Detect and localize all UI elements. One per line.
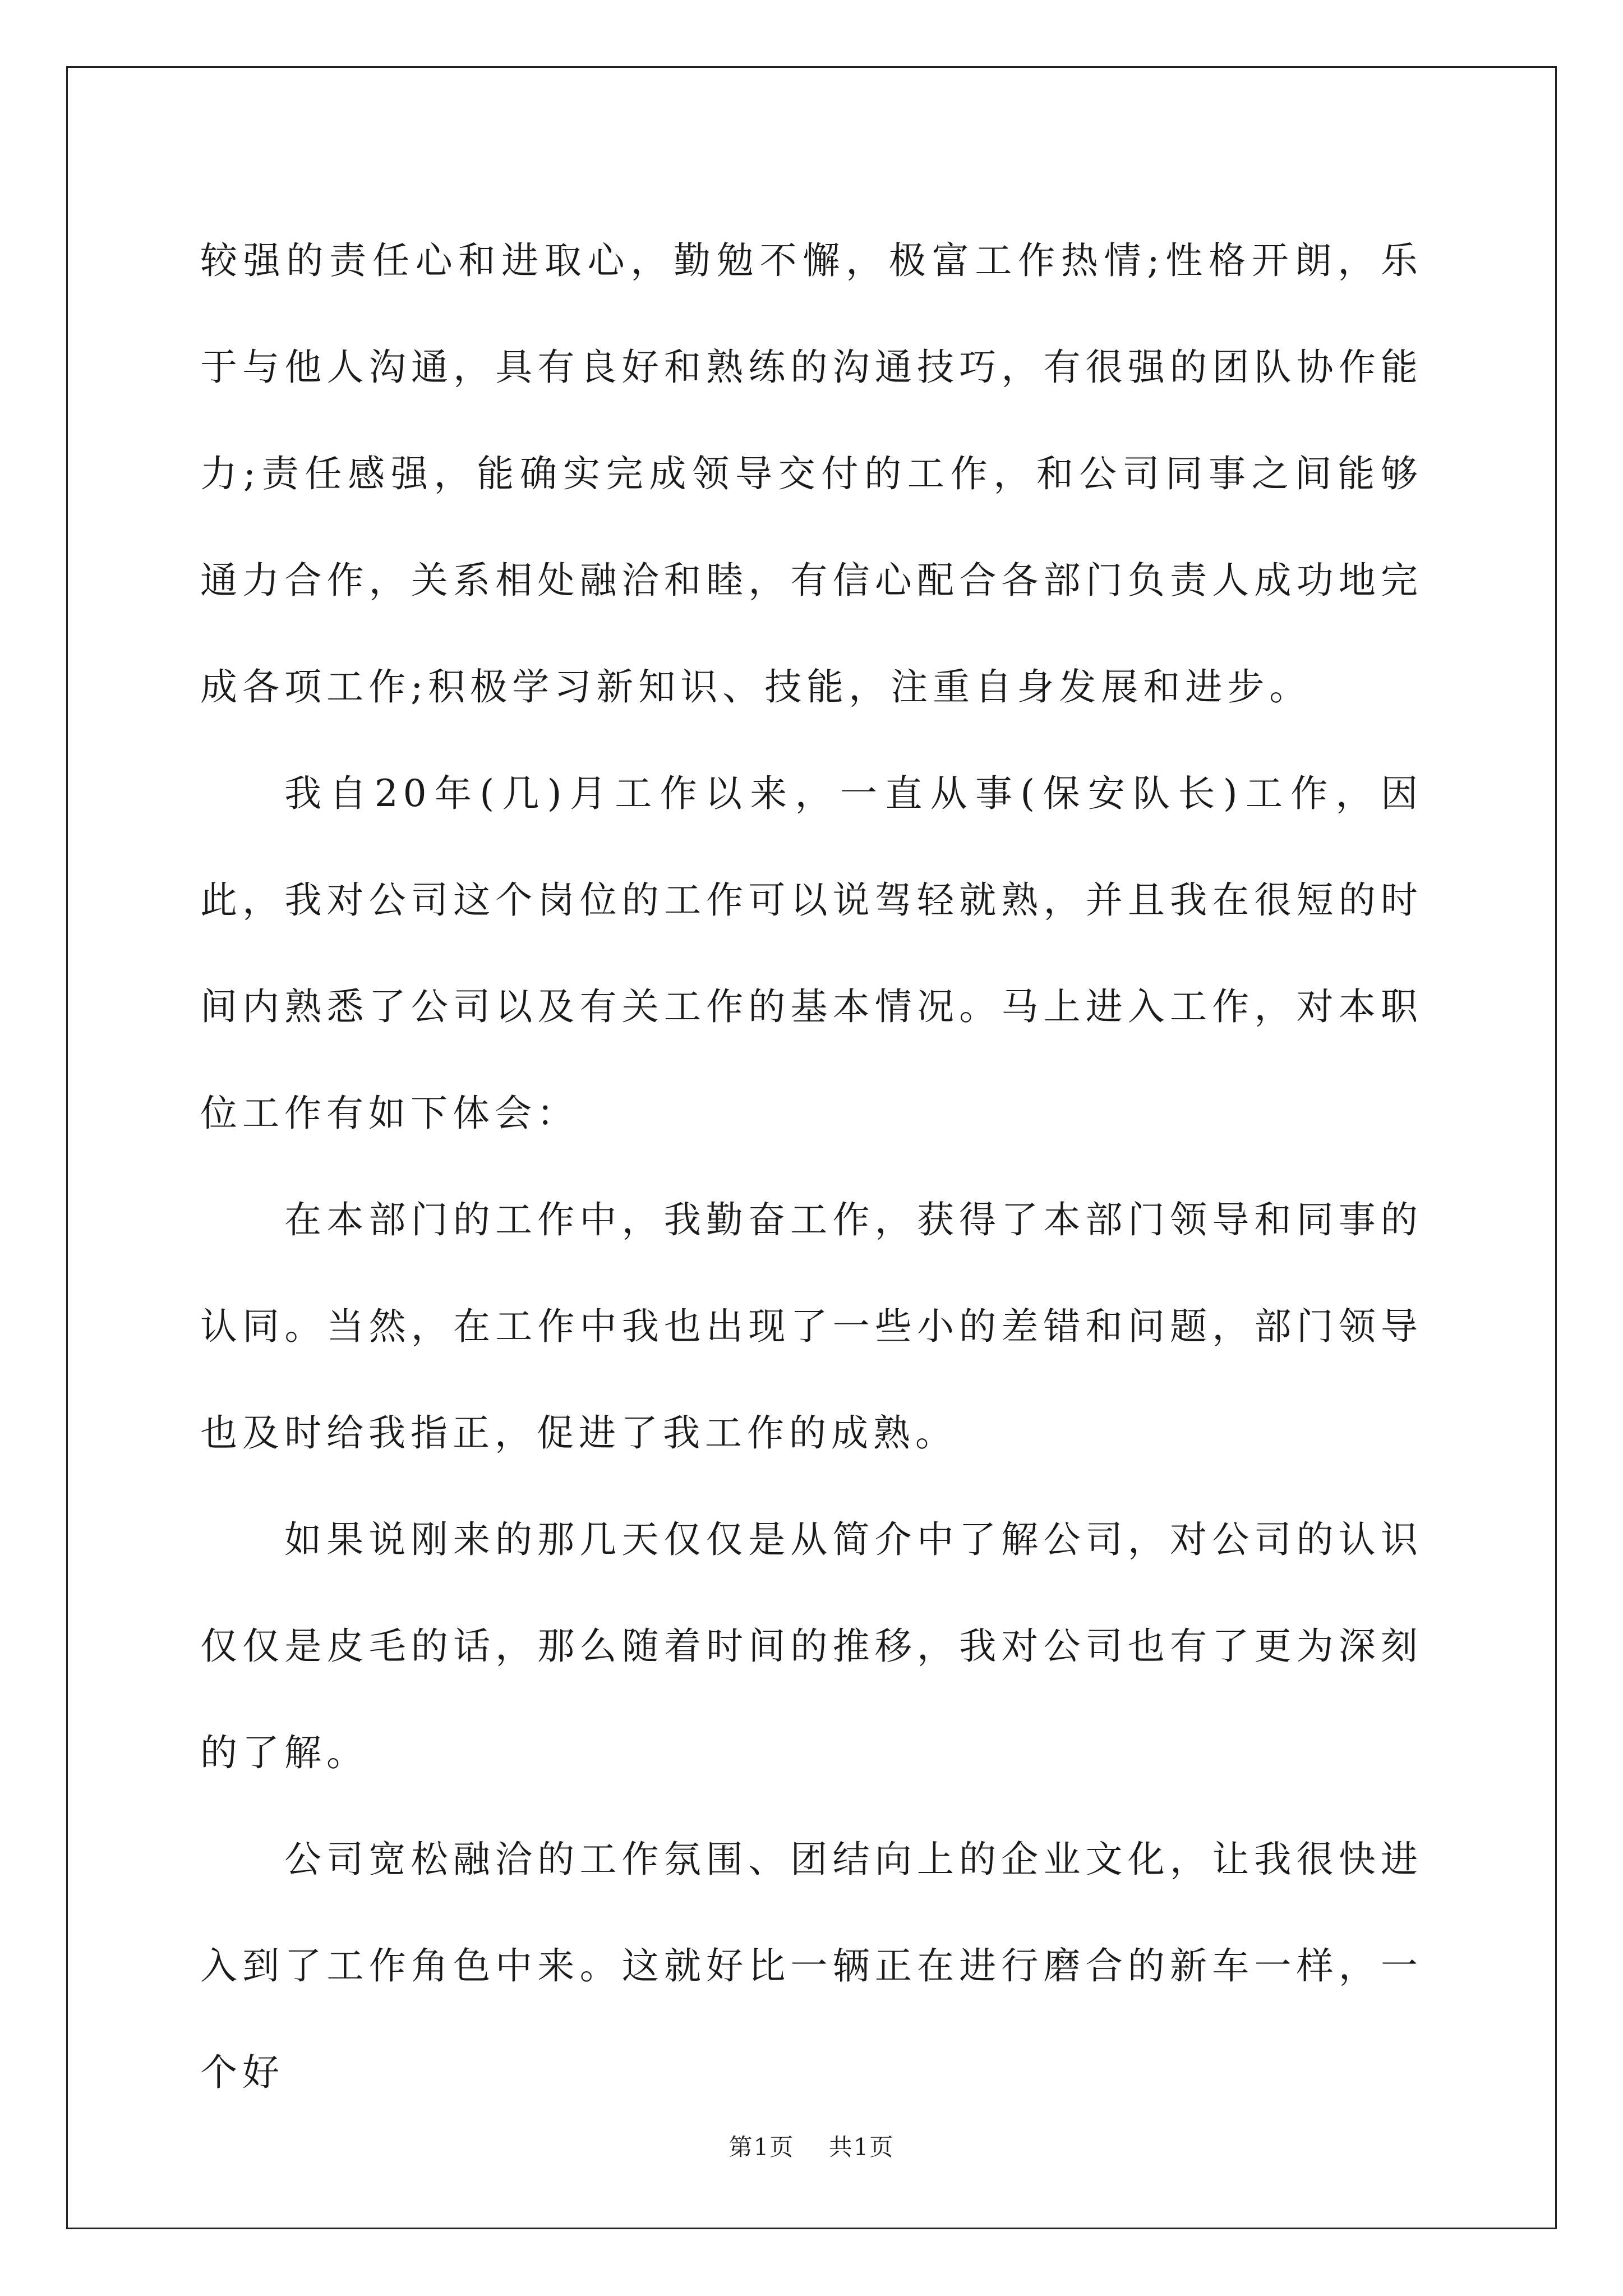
paragraph: 公司宽松融洽的工作氛围、团结向上的企业文化，让我很快进入到了工作角色中来。这就好比一辆正在进行磨合的新车一样，一个好	[200, 1838, 1423, 2094]
page-total: 共1页	[828, 2133, 895, 2161]
page-footer	[0, 2129, 1623, 2162]
page-number: 第1页	[728, 2133, 795, 2161]
paragraph: 在本部门的工作中，我勤奋工作，获得了本部门领导和同事的认同。当然，在工作中我也出现了一些小的差错和问题，部门领导也及时给我指正，促进了我工作的成熟。	[200, 1198, 1423, 1455]
paragraph: 我自20年(几)月工作以来，一直从事(保安队长)工作，因此，我对公司这个岗位的工作可以说驾轻就熟，并且我在很短的时间内熟悉了公司以及有关工作的基本情况。马上进入工作，对本职位工作有如下体会：	[200, 772, 1423, 1135]
paragraph: 较强的责任心和进取心，勤勉不懈，极富工作热情;性格开朗，乐于与他人沟通，具有良好和熟练的沟通技巧，有很强的团队协作能力;责任感强，能确实完成领导交付的工作，和公司同事之间能够通力合作，关系相处融洽和睦，有信心配合各部门负责人成功地完成各项工作;积极学习新知识、技能，注重自身发展和进步。	[200, 239, 1423, 708]
document-body	[200, 208, 1423, 2126]
paragraph: 如果说刚来的那几天仅仅是从简介中了解公司，对公司的认识仅仅是皮毛的话，那么随着时间的推移，我对公司也有了更为深刻的了解。	[200, 1518, 1423, 1774]
